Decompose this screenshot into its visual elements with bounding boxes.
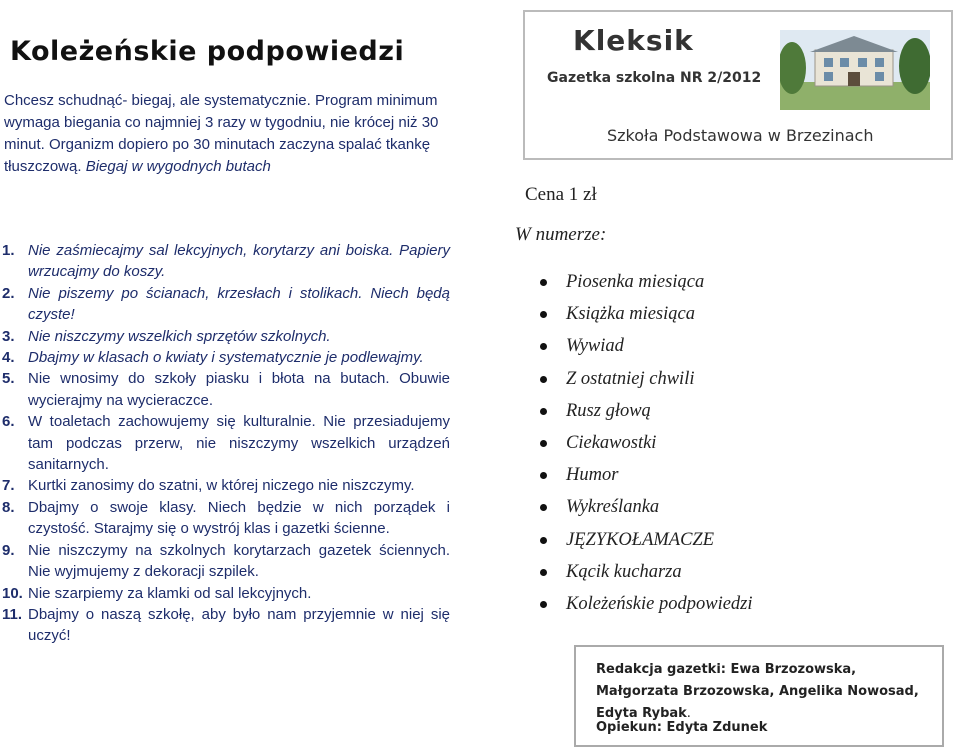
list-item: 9. Nie niszczymy na szkolnych korytarzach gazetek ściennych. Nie wyjmujemy z dekoracji szpilek.	[2, 541, 450, 581]
issue-label: Gazetka szkolna NR 2/2012	[547, 70, 762, 86]
intro-text: Chcesz schudnąć- biegaj, ale systematycznie. Program minimum wymaga biegania co najmniej 3 razy w tygodniu, nie krócej niż 30 minut. Organizm dopiero po 30 minutach zaczyna spalać tkankę tłuszczową.	[4, 92, 439, 175]
intro-text-italic: Biegaj w wygodnych butach	[85, 158, 271, 175]
guardian-label: Opiekun: Edyta Zdunek	[596, 720, 768, 735]
editors-label: Redakcja gazetki: Ewa Brzozowska, Małgorzata Brzozowska, Angelika Nowosad, Edyta Rybak	[596, 662, 919, 721]
list-item: Kącik kucharza	[540, 556, 940, 588]
list-item: Humor	[540, 459, 940, 491]
intro-paragraph	[4, 90, 454, 178]
list-item: Książka miesiąca	[540, 298, 940, 330]
school-name: Szkoła Podstawowa w Brzezinach	[607, 126, 874, 145]
list-item: Rusz głową	[540, 395, 940, 427]
contents-heading: W numerze:	[515, 224, 607, 245]
school-photo	[780, 30, 930, 110]
list-item: 8. Dbajmy o swoje klasy. Niech będzie w nich porządek i czystość. Starajmy się o wystrój klas i gazetki ścienne.	[2, 498, 450, 538]
list-item: Z ostatniej chwili	[540, 363, 940, 395]
list-item: 10. Nie szarpiemy za klamki od sal lekcyjnych.	[2, 584, 312, 602]
list-item: 2. Nie piszemy po ścianach, krzesłach i stolikach. Niech będą czyste!	[2, 284, 450, 324]
list-item: 11. Dbajmy o naszą szkołę, aby było nam przyjemnie w niej się uczyć!	[2, 605, 450, 645]
list-item: Wykreślanka	[540, 491, 940, 523]
list-item: Ciekawostki	[540, 427, 940, 459]
rules-list	[2, 240, 450, 647]
editors-box	[574, 645, 944, 747]
list-item: 7. Kurtki zanosimy do szatni, w której niczego nie niszczymy.	[2, 477, 415, 495]
page-title: Koleżeńskie podpowiedzi	[10, 36, 405, 67]
list-item: Koleżeńskie podpowiedzi	[540, 588, 940, 620]
list-item: 3. Nie niszczymy wszelkich sprzętów szkolnych.	[2, 327, 331, 345]
list-item: 4. Dbajmy w klasach o kwiaty i systematycznie je podlewajmy.	[2, 349, 424, 367]
list-item: 1. Nie zaśmiecajmy sal lekcyjnych, korytarzy ani boiska. Papiery wrzucajmy do koszy.	[2, 242, 450, 281]
masthead	[523, 10, 953, 160]
list-item: Piosenka miesiąca	[540, 266, 940, 298]
contents-list	[540, 266, 940, 620]
editors-text	[596, 659, 936, 725]
newspaper-name: Kleksik	[573, 24, 694, 57]
list-item: 5. Nie wnosimy do szkoły piasku i błota na butach. Obuwie wycierajmy na wycieraczce.	[2, 370, 450, 409]
list-item: JĘZYKOŁAMACZE	[540, 524, 940, 556]
list-item: 6. W toaletach zachowujemy się kulturalnie. Nie przesiadujemy tam podczas przerw, nie niszczymy wszelkich urządzeń sanitarnych.	[2, 413, 450, 474]
list-item: Wywiad	[540, 330, 940, 362]
price-label: Cena 1 zł	[525, 184, 597, 205]
editors-dot: .	[686, 706, 691, 721]
left-column	[0, 0, 470, 752]
